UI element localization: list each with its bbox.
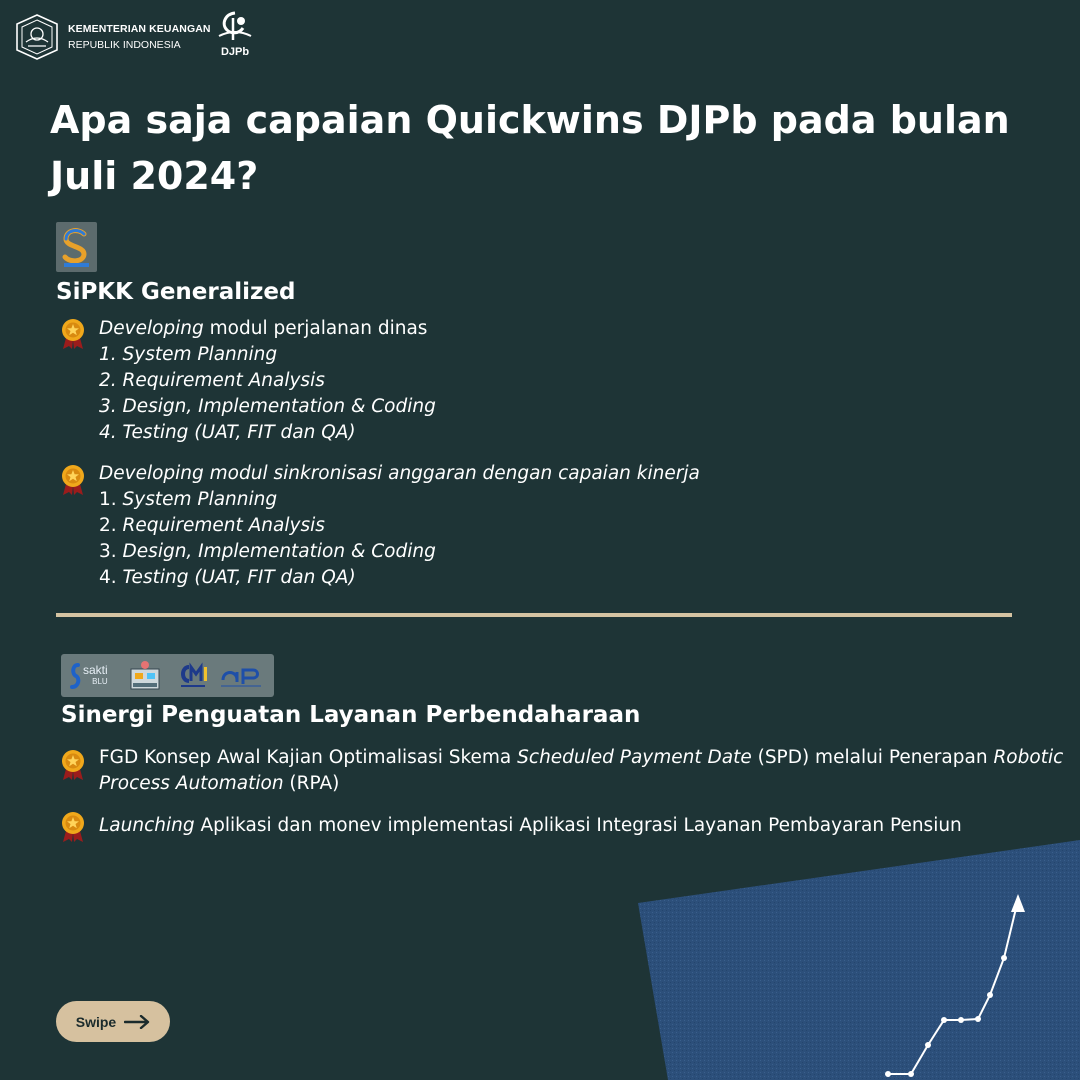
djpb-logo-text: DJPb	[220, 46, 250, 58]
s1-item2-step-text: Requirement Analysis	[122, 515, 325, 536]
s2-item1-em1: Scheduled Payment Date	[517, 747, 752, 768]
s1-item2-step-num: 3.	[99, 541, 117, 562]
page-title: Apa saja capaian Quickwins DJPb pada bulan Juli 2024?	[50, 98, 1010, 198]
s1-item2-heading: Developing modul sinkronisasi anggaran dengan capaian kinerja	[99, 463, 700, 484]
s2-item2-em: Launching	[99, 815, 195, 836]
s1-item1-step: 1. System Planning	[99, 344, 278, 365]
s2-item1-em2: Robotic Process Automation	[99, 747, 1064, 794]
blu-logo-text: BLU	[92, 676, 108, 686]
s2-item2-rest: Aplikasi dan monev implementasi Aplikasi Integrasi Layanan Pembayaran Pensiun	[194, 815, 962, 836]
s1-item2-step-text: Testing (UAT, FIT dan QA)	[122, 567, 356, 588]
s1-item1-step: 2. Requirement Analysis	[99, 370, 325, 391]
section1-title: SiPKK Generalized	[56, 279, 296, 305]
s2-item1-t3: (RPA)	[283, 773, 340, 794]
s1-item2-step-text: System Planning	[122, 489, 278, 510]
s1-item1-step: 4. Testing (UAT, FIT dan QA)	[99, 422, 356, 443]
arrow-right-icon	[124, 1015, 150, 1029]
s1-item2-step-num: 1.	[99, 489, 117, 510]
ministry-line1: KEMENTERIAN KEUANGAN	[68, 23, 211, 35]
ministry-line2: REPUBLIK INDONESIA	[68, 39, 181, 51]
s1-item2-step-text: Design, Implementation & Coding	[122, 541, 436, 562]
s1-item1-heading-rest: modul perjalanan dinas	[203, 318, 428, 339]
s1-item1-step: 3. Design, Implementation & Coding	[99, 396, 436, 417]
sakti-logo-text: sakti	[83, 662, 108, 677]
s1-item1-heading-em: Developing	[99, 318, 204, 339]
swipe-label: Swipe	[75, 1013, 117, 1030]
section2-title: Sinergi Penguatan Layanan Perbendaharaan	[61, 702, 641, 728]
swipe-button[interactable]	[56, 1001, 170, 1042]
s2-item1-t1: FGD Konsep Awal Kajian Optimalisasi Skema	[99, 747, 518, 768]
s2-item1-t2: (SPD) melalui Penerapan	[751, 747, 994, 768]
s1-item2-step-num: 2.	[99, 515, 117, 536]
s1-item2-step-num: 4.	[99, 567, 117, 588]
